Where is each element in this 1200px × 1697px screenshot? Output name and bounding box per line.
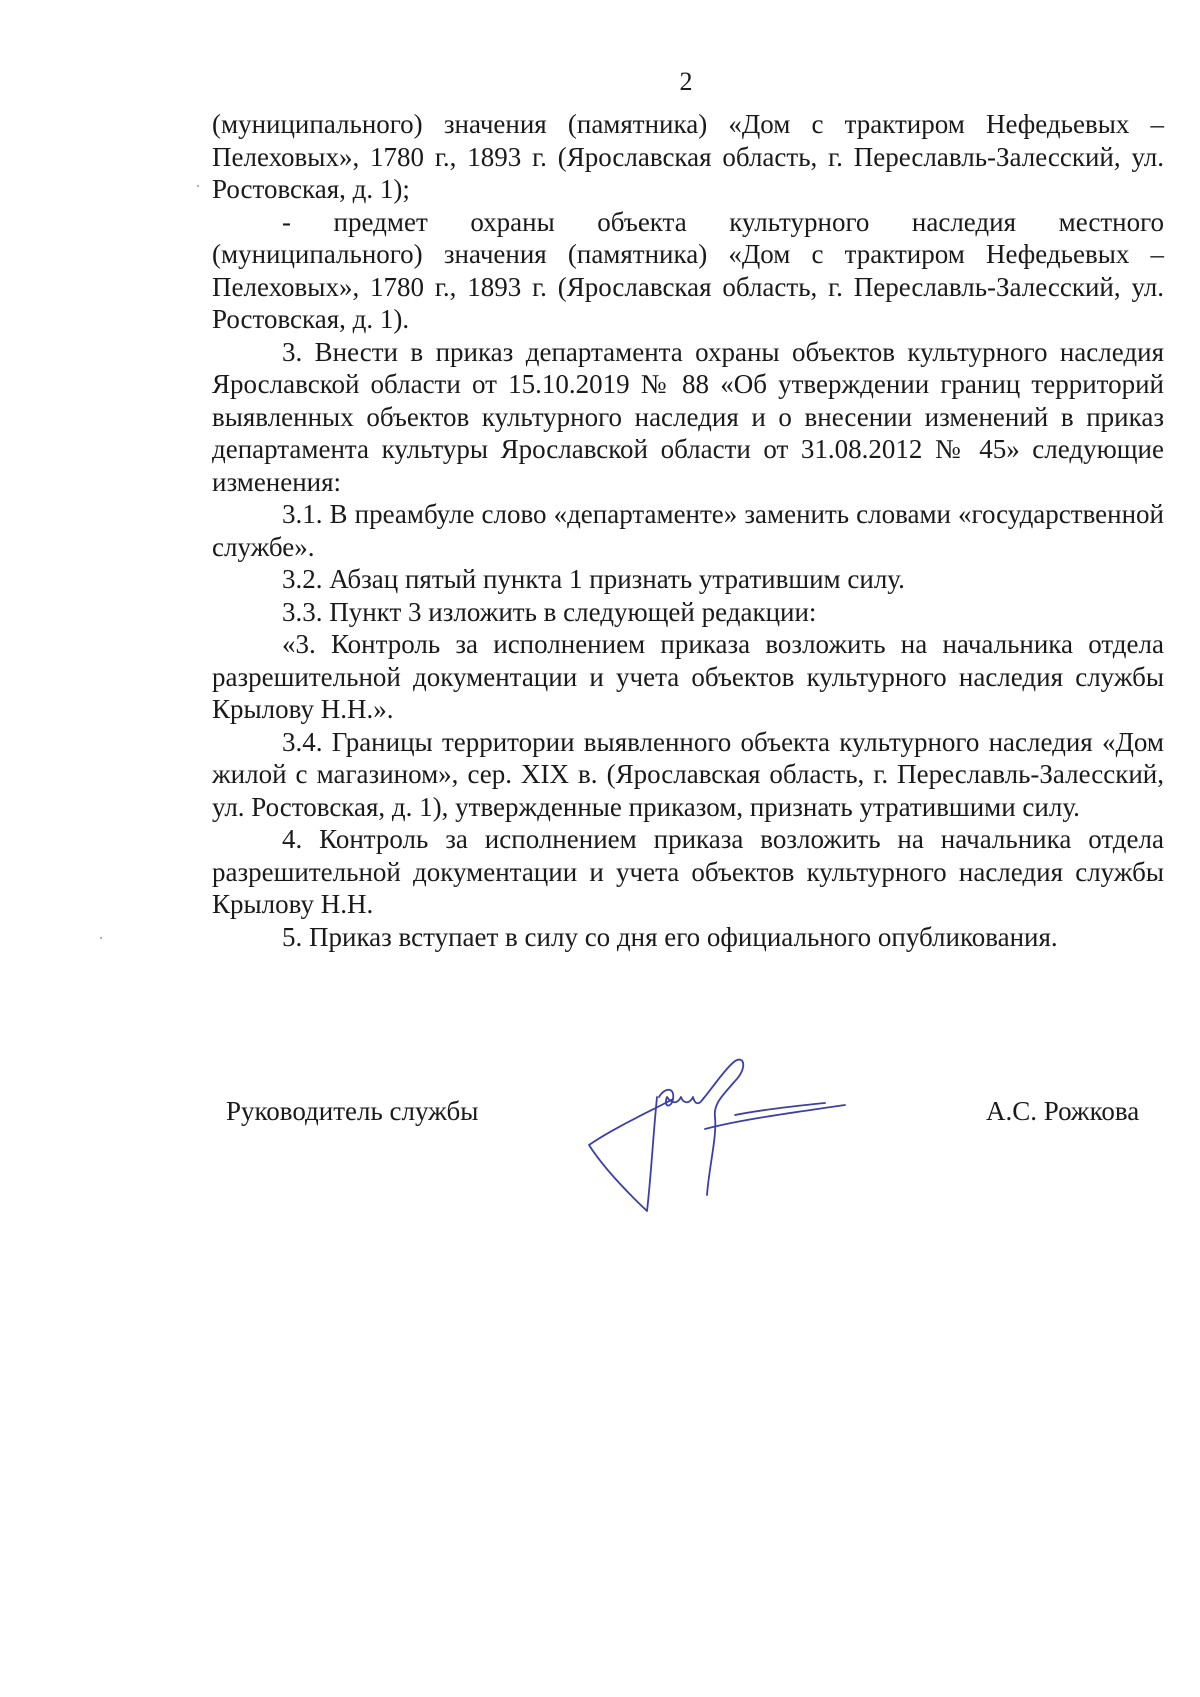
signature-block (0, 1095, 1200, 1235)
scan-speck (100, 937, 102, 939)
paragraph-continuation: (муниципального) значения (памятника) «Дом с трактиром Нефедьевых – Пелеховых», 1780 г., 1893 г. (Ярославская область, г. Переславль-Залесский, ул. Ростовская, д. 1); (212, 109, 1164, 204)
signatory-position: Руководитель службы (226, 1096, 479, 1126)
paragraph-item-3-2: 3.2. Абзац пятый пункта 1 признать утратившим силу. (282, 564, 905, 594)
document-body (212, 108, 1164, 953)
paragraph-item-3-1: 3.1. В преамбуле слово «департаменте» заменить словами «государственной службе». (212, 499, 1164, 562)
paragraph-item-3: 3. Внести в приказ департамента охраны объектов культурного наследия Ярославской области от 15.10.2019 № 88 «Об утверждении границ территорий выявленных объектов культурного наследия и о внесении изменений в приказ департамента культуры Ярославской области от 31.08.2012 № 45» следующие изменения: (212, 336, 1164, 497)
handwritten-signature (585, 1057, 855, 1217)
paragraph-quoted-item-3: «3. Контроль за исполнением приказа возложить на начальника отдела разрешительной документации и учета объектов культурного наследия службы Крылову Н.Н.». (212, 629, 1164, 724)
paragraph-item-5: 5. Приказ вступает в силу со дня его официального опубликования. (282, 921, 1058, 952)
scan-speck (197, 185, 199, 187)
signatory-name: А.С. Рожкова (986, 1096, 1140, 1126)
paragraph-item-3-4: 3.4. Границы территории выявленного объекта культурного наследия «Дом жилой с магазином», сер. XIX в. (Ярославская область, г. Переславль-Залесский, ул. Ростовская, д. 1), утвержденные приказом, признать утратившими силу. (212, 726, 1164, 822)
paragraph-protection-subject: - предмет охраны объекта культурного наследия местного (муниципального) значения (памятника) «Дом с трактиром Нефедьевых – Пелеховых», 1780 г., 1893 г. (Ярославская область, г. Переславль-Залесский, ул. Ростовская, д. 1). (212, 206, 1164, 334)
paragraph-item-3-3: 3.3. Пункт 3 изложить в следующей редакции: (282, 596, 817, 627)
paragraph-item-4: 4. Контроль за исполнением приказа возложить на начальника отдела разрешительной документации и учета объектов культурного наследия службы Крылову Н.Н. (212, 824, 1164, 919)
page-number: 2 (679, 67, 693, 96)
